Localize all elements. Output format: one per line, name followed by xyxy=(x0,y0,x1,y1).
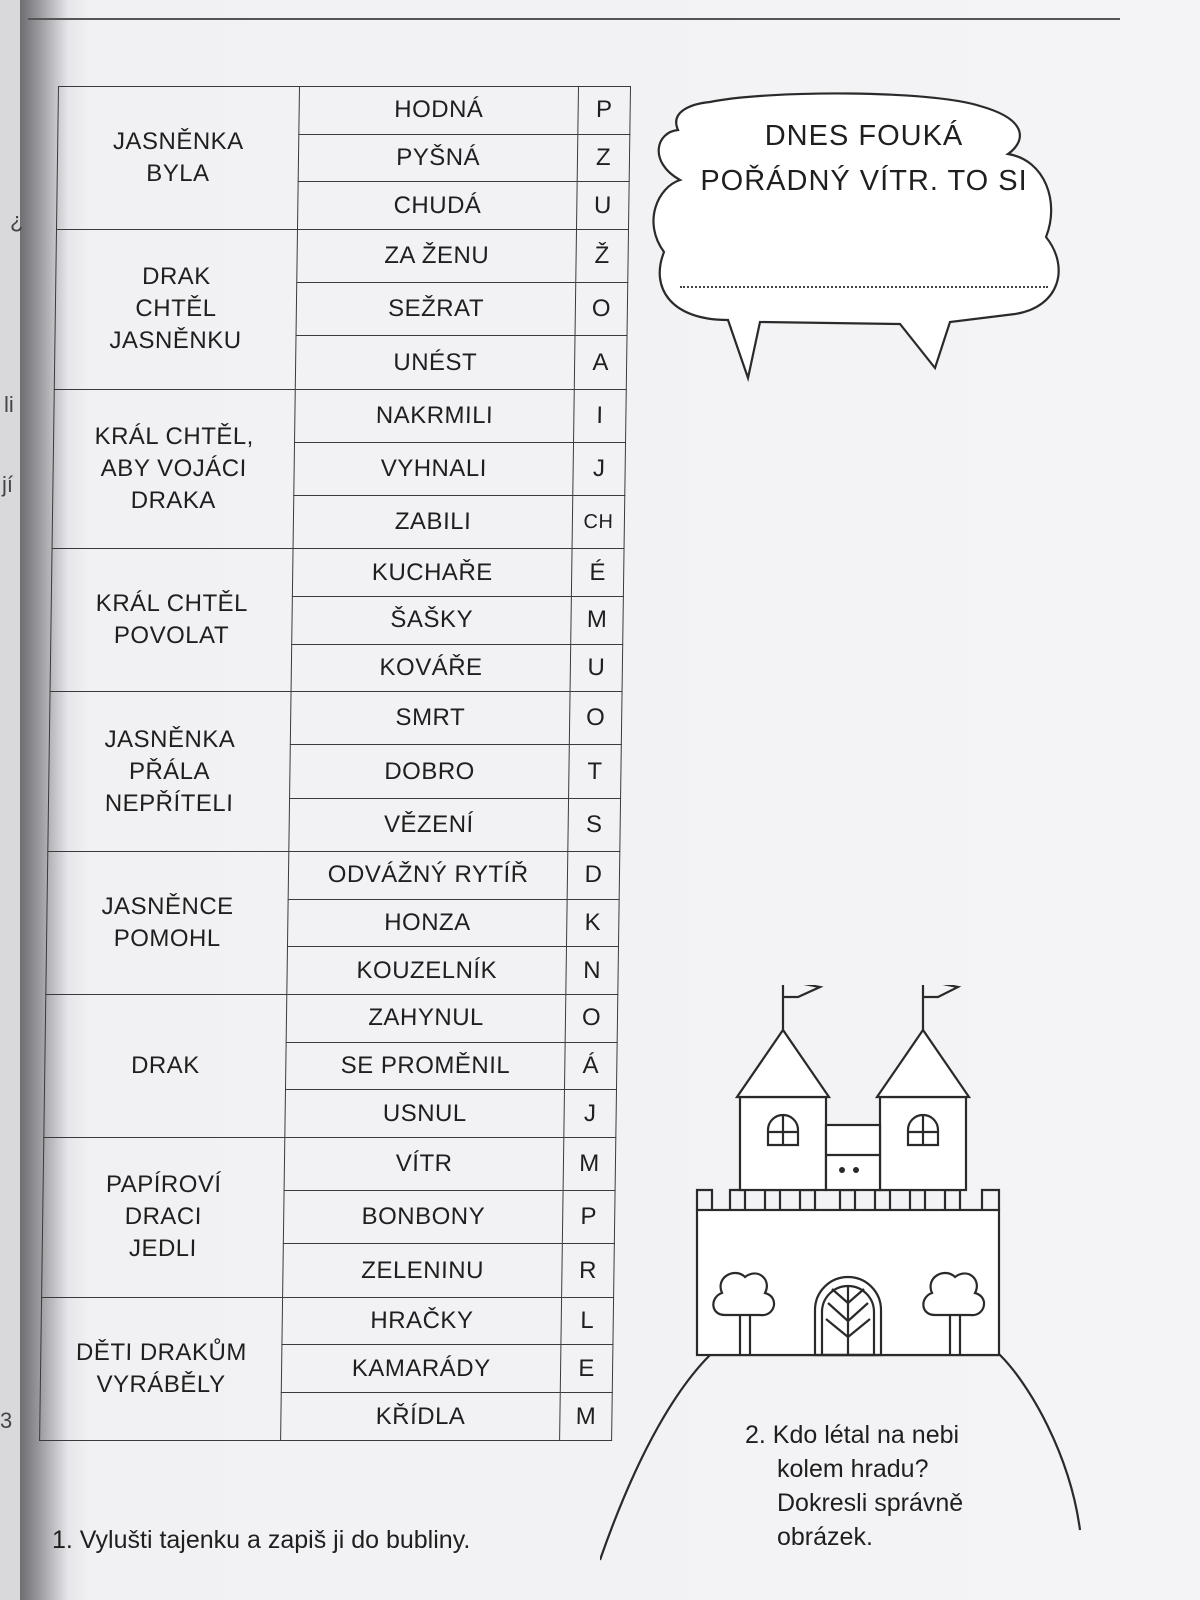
prompt-line: KRÁL CHTĚL, xyxy=(94,422,255,450)
answer-option[interactable]: UNÉST xyxy=(295,336,575,389)
margin-mark: jí xyxy=(2,472,13,497)
top-rule xyxy=(28,18,1120,20)
answer-option[interactable]: CHUDÁ xyxy=(298,182,578,230)
answer-option[interactable]: SMRT xyxy=(291,692,571,745)
answer-option[interactable]: VĚZENÍ xyxy=(289,798,569,851)
code-letter: A xyxy=(574,336,627,389)
prompt-line: NEPŘÍTELI xyxy=(104,789,234,817)
puzzle-row xyxy=(56,230,629,283)
answer-option[interactable]: USNUL xyxy=(285,1090,565,1138)
answer-option[interactable]: PYŠNÁ xyxy=(298,134,578,182)
code-letter: P xyxy=(562,1191,615,1244)
puzzle-row xyxy=(54,389,627,442)
group-prompt xyxy=(56,87,299,230)
margin-mark: 3 xyxy=(0,1408,13,1433)
prompt-line: DRAK xyxy=(130,1052,200,1080)
prompt-line: BYLA xyxy=(145,160,210,188)
code-letter: M xyxy=(563,1138,616,1191)
puzzle-row xyxy=(47,851,620,899)
task-2-line: obrázek. xyxy=(777,1523,873,1551)
code-letter: O xyxy=(575,283,628,336)
code-letter: N xyxy=(566,947,619,995)
task-2-line: 2. Kdo létal na nebi xyxy=(745,1421,960,1449)
prompt-line: JASNĚNKA xyxy=(104,725,236,753)
group-prompt xyxy=(42,1138,285,1298)
code-letter: O xyxy=(569,692,622,745)
puzzle-row xyxy=(58,87,631,135)
answer-option[interactable]: HONZA xyxy=(288,899,568,947)
code-letter: P xyxy=(578,87,631,135)
puzzle-row xyxy=(51,549,624,597)
answer-option[interactable]: ŠAŠKY xyxy=(292,596,572,644)
margin-mark: li xyxy=(4,392,14,417)
code-letter: M xyxy=(571,596,624,644)
prompt-line: DRACI xyxy=(124,1203,203,1231)
bubble-line-1: DNES FOUKÁ xyxy=(764,120,964,152)
answer-option[interactable]: VYHNALI xyxy=(294,442,574,495)
answer-option[interactable]: ZELENINU xyxy=(283,1244,563,1297)
code-letter: J xyxy=(564,1090,617,1138)
code-letter: M xyxy=(560,1393,613,1441)
code-letter: E xyxy=(560,1345,613,1393)
group-prompt xyxy=(44,994,287,1137)
task-2-instruction xyxy=(745,1418,963,1554)
group-prompt xyxy=(50,549,293,692)
code-letter: J xyxy=(573,442,626,495)
code-letter: É xyxy=(571,549,624,597)
code-letter: R xyxy=(562,1244,615,1297)
answer-option[interactable]: ZABILI xyxy=(293,496,573,549)
answer-option[interactable]: ZAHYNUL xyxy=(286,994,566,1042)
code-letter: D xyxy=(567,851,620,899)
group-prompt xyxy=(54,230,297,390)
margin-mark: ¿ xyxy=(10,208,24,233)
answer-option[interactable]: ODVÁŽNÝ RYTÍŘ xyxy=(288,851,568,899)
code-letter: Z xyxy=(577,134,630,182)
task-1-instruction: 1. Vylušti tajenku a zapiš ji do bubliny. xyxy=(52,1526,471,1554)
task-2-line: kolem hradu? xyxy=(777,1455,929,1483)
prompt-line: JEDLI xyxy=(128,1235,197,1263)
answer-option[interactable]: KUCHAŘE xyxy=(293,549,573,597)
code-letter: T xyxy=(569,745,622,798)
group-prompt xyxy=(48,692,291,852)
group-prompt xyxy=(40,1297,283,1440)
code-letter: O xyxy=(565,994,618,1042)
prompt-line: VYRÁBĚLY xyxy=(96,1370,226,1398)
answer-option[interactable]: KŘÍDLA xyxy=(281,1393,561,1441)
task-2-line: Dokresli správně xyxy=(777,1489,964,1517)
code-letter: Á xyxy=(565,1042,618,1090)
prompt-line: PAPÍROVÍ xyxy=(105,1171,222,1199)
code-letter: K xyxy=(567,899,620,947)
answer-option[interactable]: HRAČKY xyxy=(282,1297,562,1345)
code-letter: CH xyxy=(572,496,625,549)
code-letter: U xyxy=(577,182,630,230)
puzzle-table xyxy=(39,86,631,1441)
prompt-line: DRAK xyxy=(141,263,211,291)
prompt-line: PŘÁLA xyxy=(128,757,211,785)
answer-line[interactable] xyxy=(680,286,1048,288)
group-prompt xyxy=(52,389,295,549)
bubble-line-2: POŘÁDNÝ VÍTR. TO SI xyxy=(700,165,1028,197)
code-letter: U xyxy=(570,644,623,692)
puzzle-row xyxy=(49,692,622,745)
answer-option[interactable]: ZA ŽENU xyxy=(297,230,577,283)
prompt-line: JASNĚNKU xyxy=(109,327,242,355)
answer-option[interactable]: SE PROMĚNIL xyxy=(286,1042,566,1090)
prompt-line: POMOHL xyxy=(113,924,221,952)
answer-option[interactable]: KOUZELNÍK xyxy=(287,947,567,995)
answer-option[interactable]: VÍTR xyxy=(284,1138,564,1191)
answer-option[interactable]: SEŽRAT xyxy=(296,283,576,336)
answer-option[interactable]: BONBONY xyxy=(284,1191,564,1244)
puzzle-row xyxy=(43,1138,616,1191)
code-letter: S xyxy=(568,798,621,851)
answer-option[interactable]: DOBRO xyxy=(290,745,570,798)
prompt-line: DRAKA xyxy=(130,486,217,514)
group-prompt xyxy=(46,851,289,994)
answer-option[interactable]: KAMARÁDY xyxy=(281,1345,561,1393)
prompt-line: POVOLAT xyxy=(113,622,230,650)
puzzle-row xyxy=(41,1297,614,1345)
code-letter: I xyxy=(574,389,627,442)
prompt-line: CHTĚL xyxy=(135,295,217,323)
prompt-line: DĚTI DRAKŮM xyxy=(75,1338,248,1366)
answer-option[interactable]: NAKRMILI xyxy=(295,389,575,442)
puzzle-row xyxy=(45,994,618,1042)
puzzle-body xyxy=(40,87,631,1441)
prompt-line: ABY VOJÁCI xyxy=(100,454,247,482)
code-letter: L xyxy=(561,1297,614,1345)
answer-option[interactable]: HODNÁ xyxy=(299,87,579,135)
prompt-line: JASNĚNCE xyxy=(101,892,234,920)
prompt-line: JASNĚNKA xyxy=(112,128,244,156)
answer-option[interactable]: KOVÁŘE xyxy=(291,644,571,692)
code-letter: Ž xyxy=(576,230,629,283)
prompt-line: KRÁL CHTĚL xyxy=(95,590,249,618)
